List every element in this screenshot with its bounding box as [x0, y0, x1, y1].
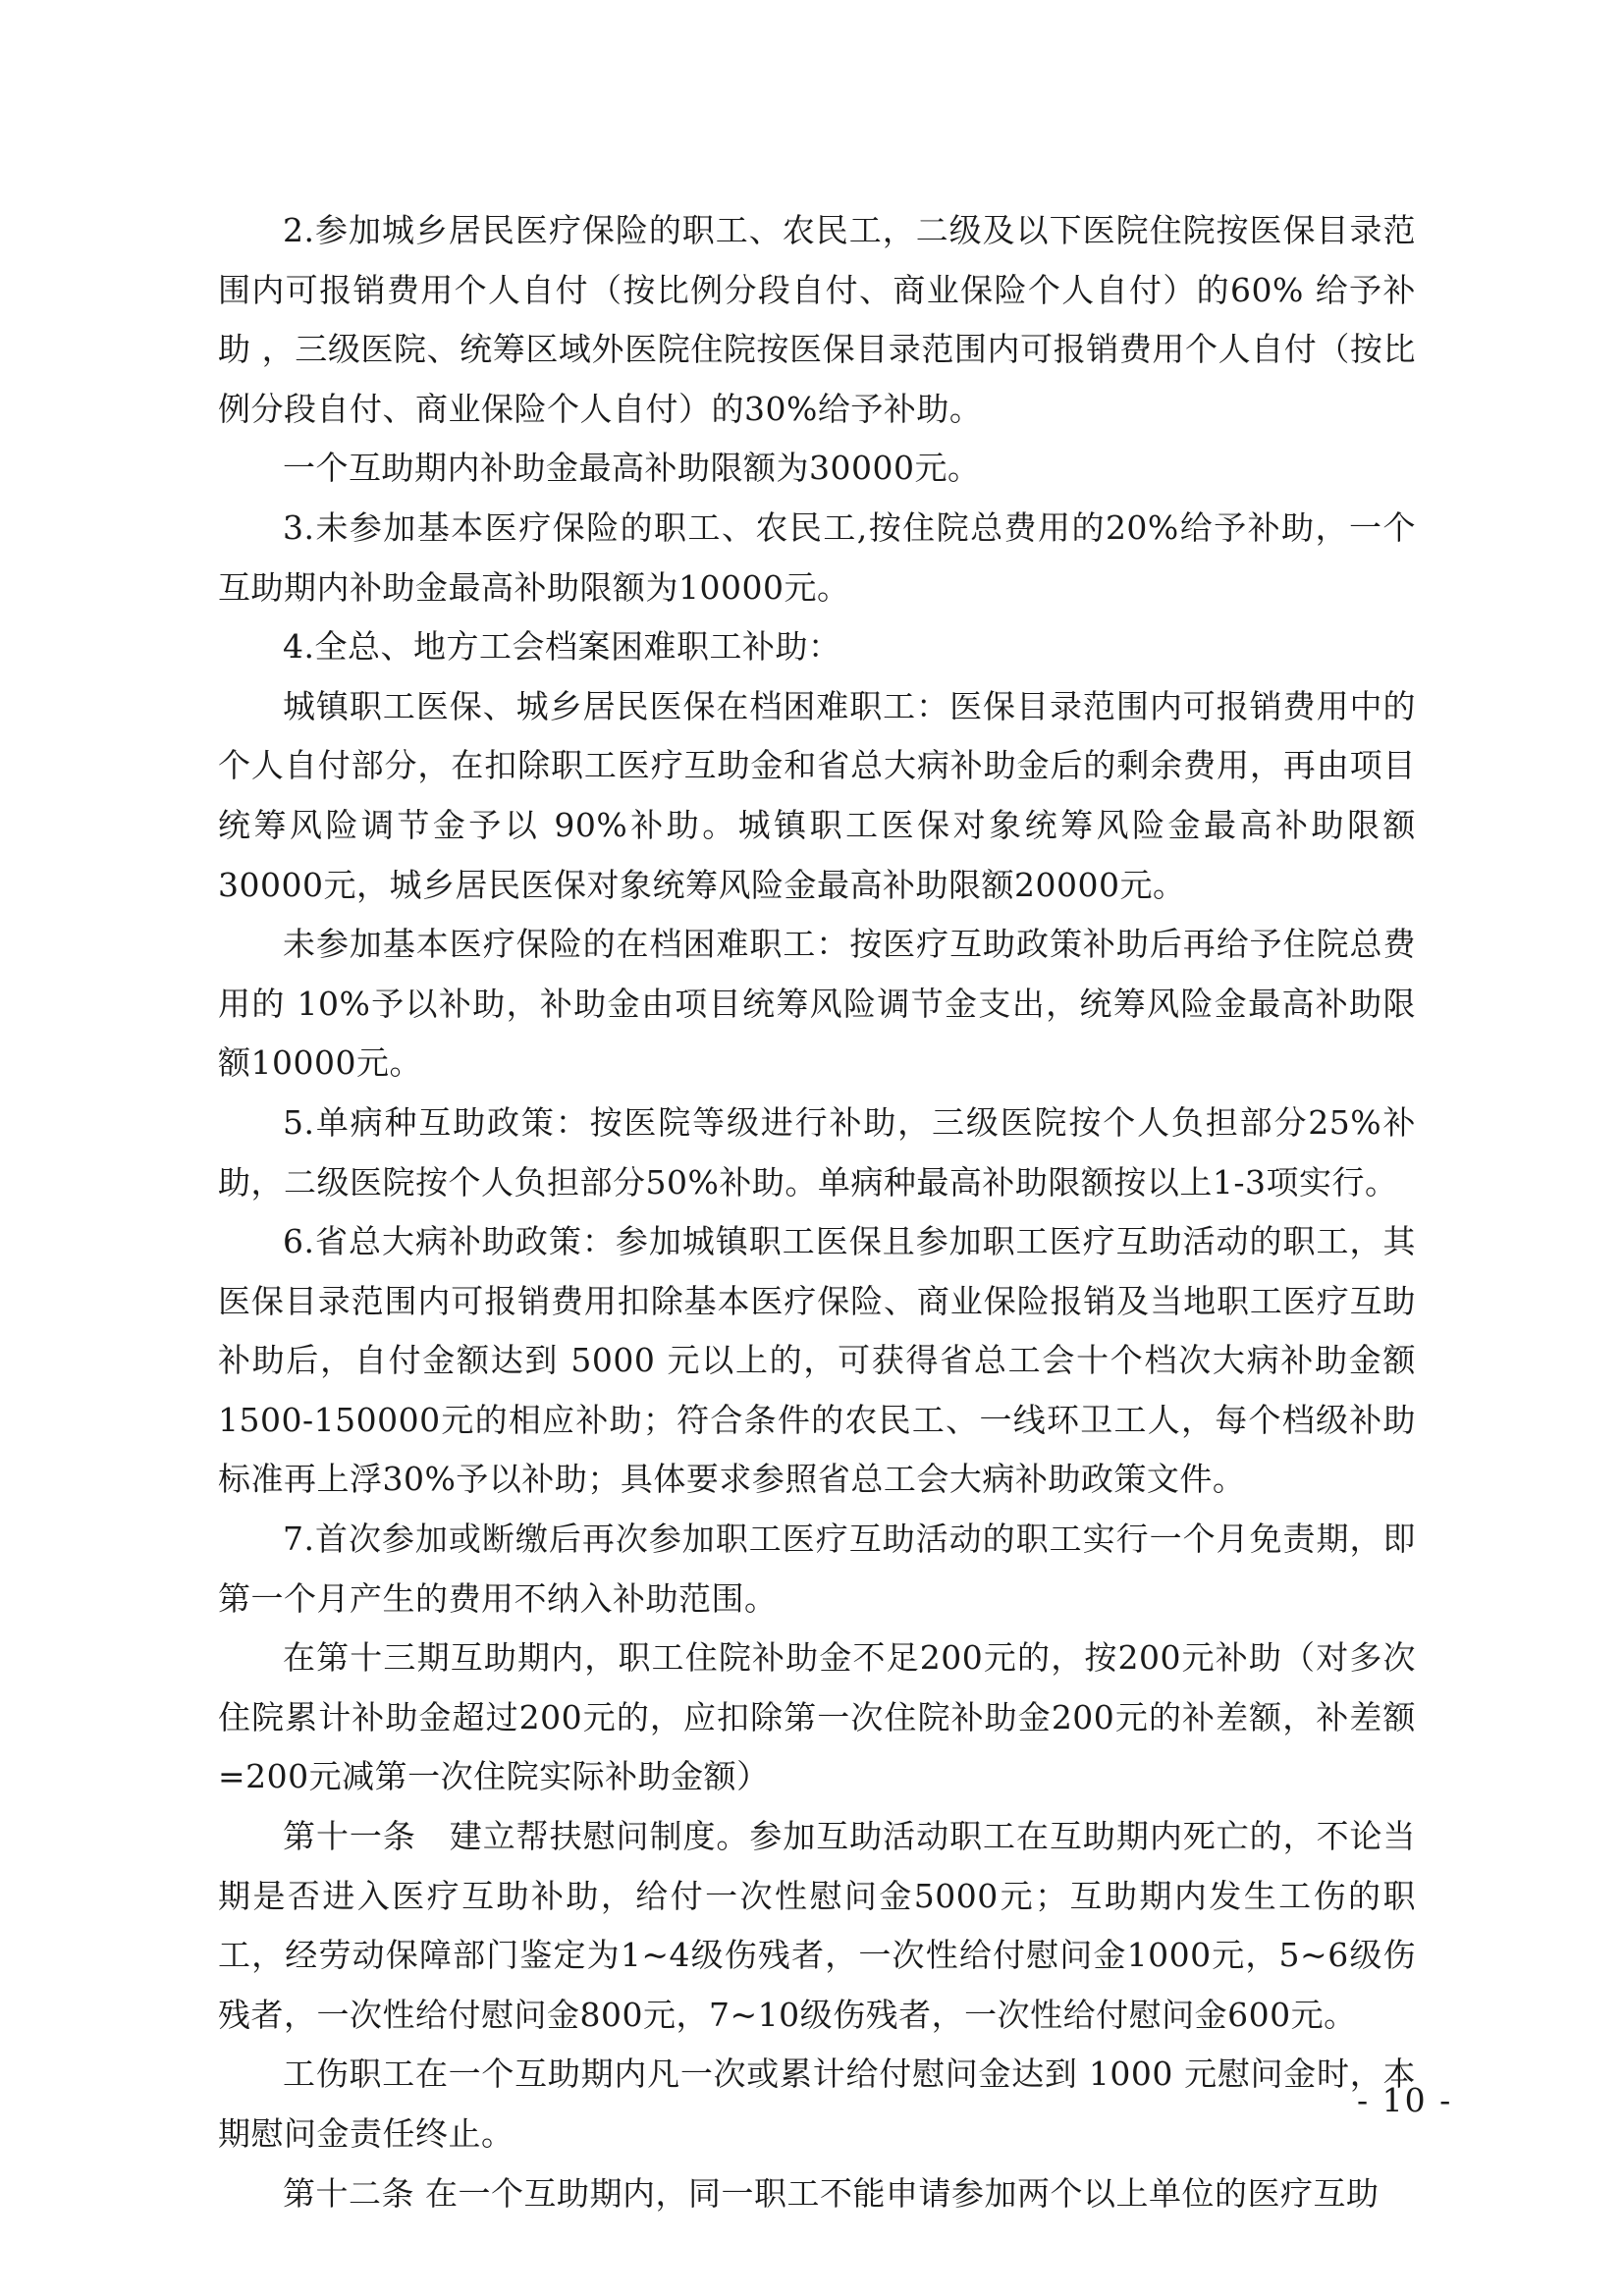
paragraph-item-4-urban: 城镇职工医保、城乡居民医保在档困难职工：医保目录范围内可报销费用中的个人自付部分，在扣除职工医疗互助金和省总大病补助金后的剩余费用，再由项目统筹风险调节金予以 90%补助。城镇职工医保对象统筹风险金最高补助限额 30000元，城乡居民医保对象统筹风险金最高补助限额20000元。: [218, 686, 1416, 904]
paragraph-item-3: 3.未参加基本医疗保险的职工、农民工,按住院总费用的20%给予补助，一个互助期内补助金最高补助限额为10000元。: [218, 507, 1416, 607]
paragraph-item-5: 5.单病种互助政策：按医院等级进行补助，三级医院按个人负担部分25%补助，二级医院按个人负担部分50%补助。单病种最高补助限额按以上1-3项实行。: [218, 1102, 1416, 1201]
paragraph-item-2-limit: 一个互助期内补助金最高补助限额为30000元。: [283, 449, 981, 488]
paragraph-item-2: 2.参加城乡居民医疗保险的职工、农民工，二级及以下医院住院按医保目录范围内可报销费用个人自付（按比例分段自付、商业保险个人自付）的60% 给予补助 ，三级医院、统筹区域外医院住院按医保目录范围内可报销费用个人自付（按比例分段自付、商业保险个人自付）的30%给予补助。: [218, 211, 1416, 428]
paragraph-item-7: 7.首次参加或断缴后再次参加职工医疗互助活动的职工实行一个月免责期，即第一个月产生的费用不纳入补助范围。: [218, 1520, 1416, 1618]
document-body: [218, 201, 1416, 2223]
paragraph-article-12: 第十二条 在一个互助期内，同一职工不能申请参加两个以上单位的医疗互助: [283, 2173, 1380, 2213]
page-number: - 10 -: [1357, 2081, 1453, 2119]
paragraph-item-4-heading: 4.全总、地方工会档案困难职工补助：: [283, 627, 841, 667]
paragraph-item-6: 6.省总大病补助政策：参加城镇职工医保且参加职工医疗互助活动的职工，其医保目录范围内可报销费用扣除基本医疗保险、商业保险报销及当地职工医疗互助补助后，自付金额达到 5000 元以上的，可获得省总工会十个档次大病补助金额1500-150000元的相应补助；符合条件的农民工、一线环卫工人，每个档级补助标准再上浮30%予以补助；具体要求参照省总工会大病补助政策文件。: [218, 1222, 1416, 1499]
paragraph-article-11: 第十一条 建立帮扶慰问制度。参加互助活动职工在互助期内死亡的，不论当期是否进入医疗互助补助，给付一次性慰问金5000元；互助期内发生工伤的职工，经劳动保障部门鉴定为1~4级伤残者，一次性给付慰问金1000元，5~6级伤残者，一次性给付慰问金800元，7~10级伤残者，一次性给付慰问金600元。: [218, 1817, 1416, 2034]
paragraph-article-11-injury: 工伤职工在一个互助期内凡一次或累计给付慰问金达到 1000 元慰问金时，本期慰问金责任终止。: [218, 2055, 1416, 2153]
paragraph-item-4-uninsured: 未参加基本医疗保险的在档困难职工：按医疗互助政策补助后再给予住院总费用的 10%予以补助，补助金由项目统筹风险调节金支出，统筹风险金最高补助限额10000元。: [218, 925, 1416, 1083]
paragraph-item-7-minimum: 在第十三期互助期内，职工住院补助金不足200元的，按200元补助（对多次住院累计补助金超过200元的，应扣除第一次住院补助金200元的补差额，补差额=200元减第一次住院实际补助金额）: [218, 1638, 1416, 1796]
